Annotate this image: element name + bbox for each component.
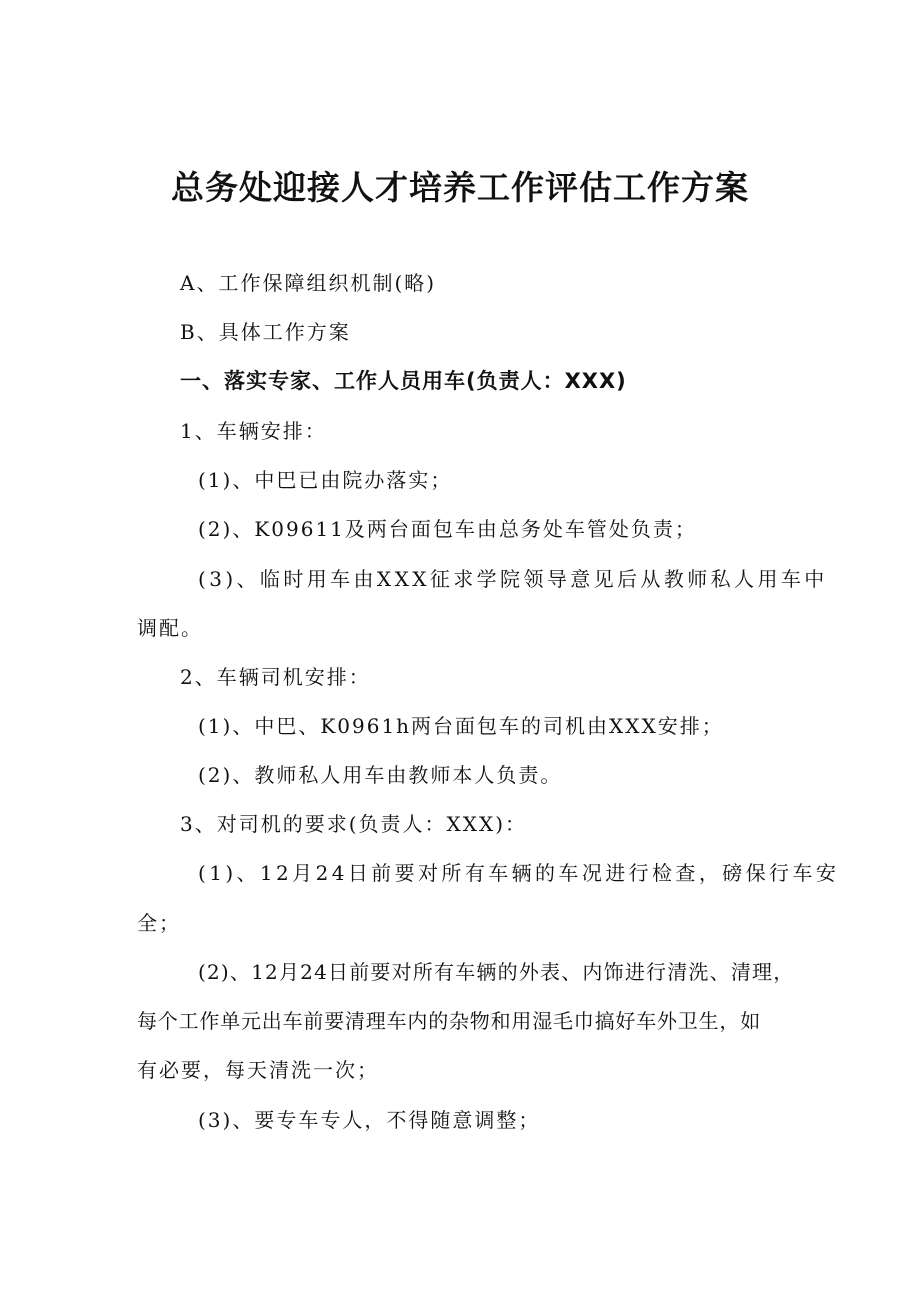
item-1-3-cont: 调配。 xyxy=(137,616,203,640)
item-2-1: (1)、中巴、K0961h两台面包车的司机由XXX安排； xyxy=(198,714,724,738)
item-1-3: (3)、临时用车由XXX征求学院领导意见后从教师私人用车中 xyxy=(198,567,828,591)
item-2-2: (2)、教师私人用车由教师本人负责。 xyxy=(198,763,563,787)
item-3-2-cont: 每个工作单元出车前要清理车内的杂物和用湿毛巾搞好车外卫生，如 xyxy=(137,1009,761,1033)
item-3-1: (1)、12月24日前要对所有车辆的车况进行检查，磅保行车安 xyxy=(198,861,840,885)
subsection-2: 2、车辆司机安排： xyxy=(180,665,371,689)
line-a-organization: A、工作保障组织机制(略) xyxy=(180,271,437,295)
item-1-1: (1)、中巴已由院办落实； xyxy=(198,468,453,492)
item-3-2: (2)、12月24日前要对所有车辆的外表、内饰进行清洗、清理， xyxy=(198,960,795,984)
document-title: 总务处迎接人才培养工作评估工作方案 xyxy=(171,168,749,207)
subsection-1: 1、车辆安排： xyxy=(180,419,327,443)
item-1-2: (2)、K09611及两台面包车由总务处车管处负责； xyxy=(198,517,697,541)
item-3-2-cont-2: 有必要，每天清洗一次； xyxy=(137,1058,379,1082)
item-3-1-cont: 全； xyxy=(137,911,181,935)
subsection-3: 3、对司机的要求(负责人：XXX)： xyxy=(180,812,528,836)
section-heading-1: 一、落实专家、工作人员用车(负责人：XXX) xyxy=(180,369,627,393)
line-b-plan: B、具体工作方案 xyxy=(180,320,351,344)
item-3-3: (3)、要专车专人，不得随意调整； xyxy=(198,1108,541,1132)
